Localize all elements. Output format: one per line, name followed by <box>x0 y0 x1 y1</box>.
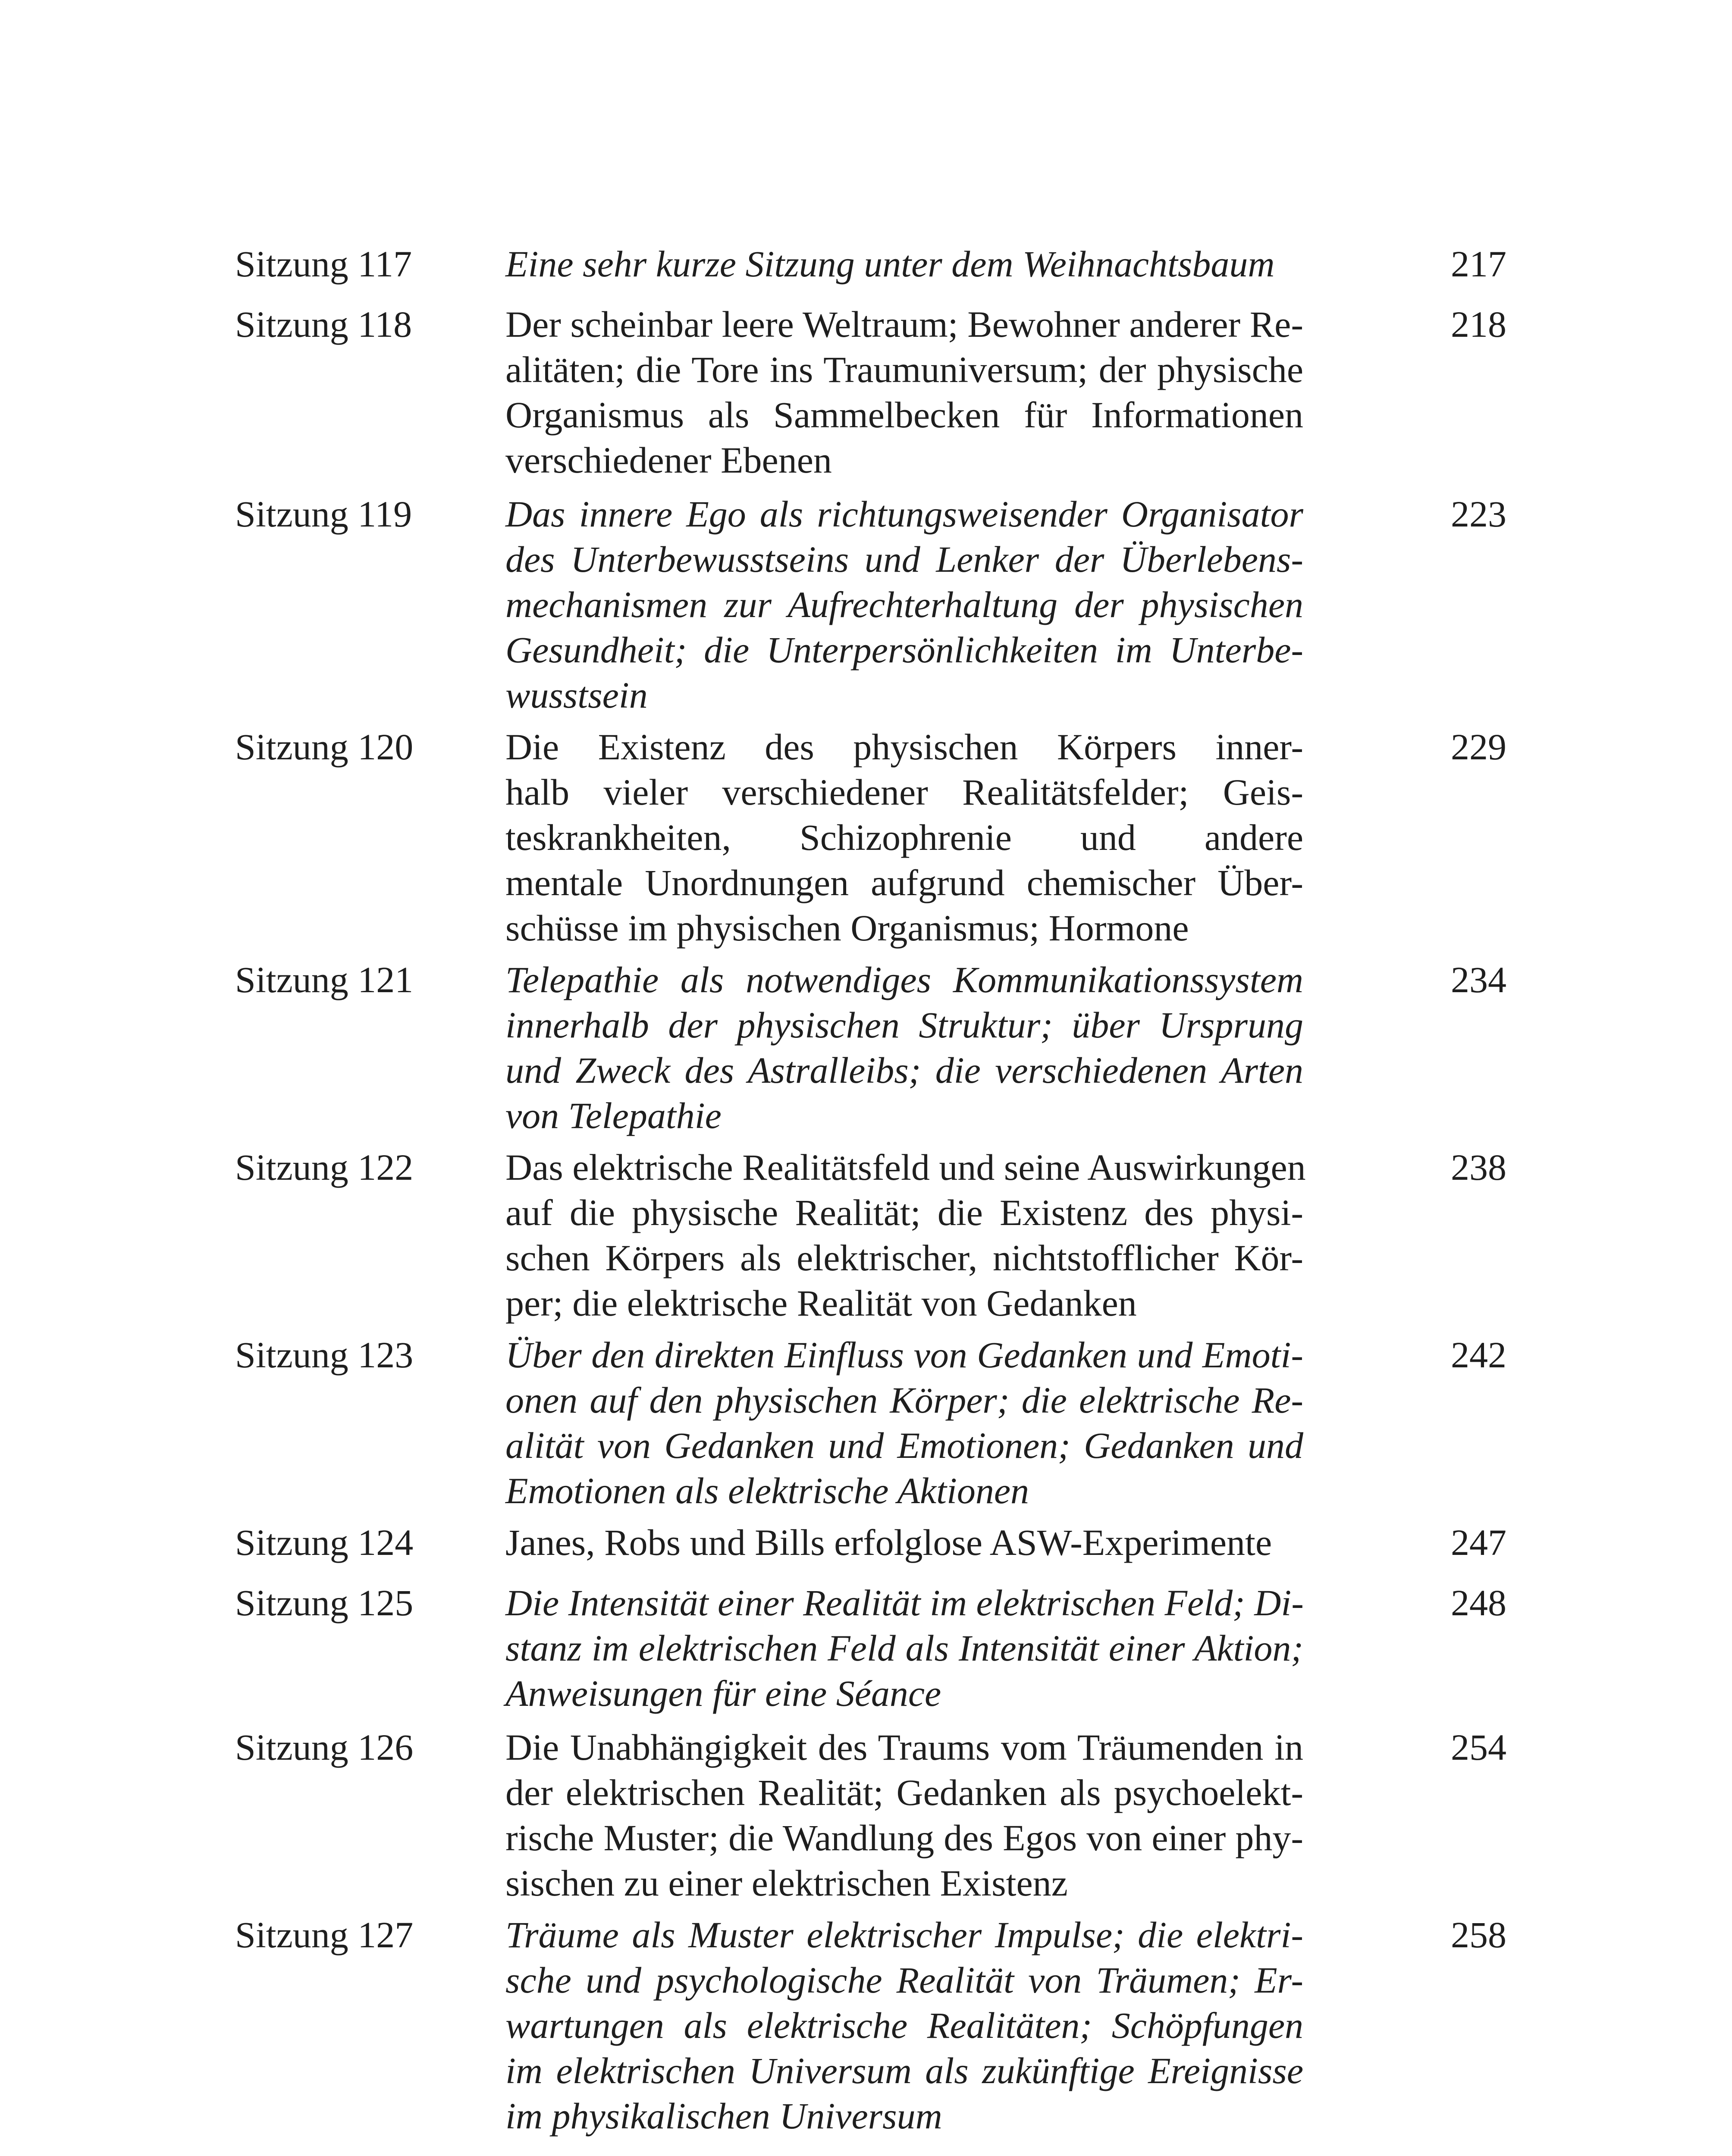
session-topic <box>505 1725 1303 1906</box>
session-topic <box>505 1912 1303 2139</box>
topic-line: mentale Unordnungen aufgrund chemischer Über- <box>505 862 1303 903</box>
session-label: Sitzung 117 <box>235 243 412 285</box>
topic-line: verschiedener Ebenen <box>505 439 832 481</box>
topic-line: Die Unabhängigkeit des Traums vom Träumenden in <box>505 1727 1303 1768</box>
topic-line: Anweisungen für eine Séance <box>505 1673 941 1714</box>
topic-line: im physikalischen Universum <box>505 2095 942 2137</box>
session-topic <box>505 241 1303 287</box>
page-number: 248 <box>1451 1582 1506 1623</box>
session-label: Sitzung 119 <box>235 493 412 535</box>
topic-line: innerhalb der physischen Struktur; über Ursprung <box>505 1004 1303 1046</box>
session-label: Sitzung 127 <box>235 1914 414 1955</box>
session-topic <box>505 1145 1306 1326</box>
page-number: 229 <box>1451 726 1506 768</box>
topic-line: und Zweck des Astralleibs; die verschiedenen Arten <box>505 1050 1303 1091</box>
page-number: 238 <box>1451 1147 1506 1188</box>
session-label: Sitzung 120 <box>235 726 414 768</box>
topic-line: mechanismen zur Aufrechterhaltung der physischen <box>505 584 1303 625</box>
topic-line: Die Intensität einer Realität im elektrischen Feld; Di- <box>505 1582 1304 1623</box>
page-number: 258 <box>1451 1914 1506 1955</box>
session-topic <box>505 492 1303 718</box>
page-number: 218 <box>1451 304 1506 345</box>
topic-line: per; die elektrische Realität von Gedanken <box>505 1282 1137 1324</box>
page-number: 242 <box>1451 1334 1506 1376</box>
page-number: 234 <box>1451 959 1506 1000</box>
session-topic <box>505 1580 1303 1716</box>
session-label: Sitzung 121 <box>235 959 414 1000</box>
session-label: Sitzung 125 <box>235 1582 414 1623</box>
session-topic <box>505 1520 1303 1565</box>
topic-line: im elektrischen Universum als zukünftige Ereignisse <box>505 2050 1303 2091</box>
topic-line: Emotionen als elektrische Aktionen <box>505 1470 1029 1511</box>
topic-line: Träume als Muster elektrischer Impulse; die elektri- <box>505 1914 1303 1955</box>
topic-line: Das innere Ego als richtungsweisender Organisator <box>505 493 1303 535</box>
session-label: Sitzung 122 <box>235 1147 414 1188</box>
session-topic <box>505 1332 1303 1514</box>
topic-line: von Telepathie <box>505 1095 722 1136</box>
topic-line: stanz im elektrischen Feld als Intensität einer Aktion; <box>505 1627 1303 1669</box>
topic-line: Janes, Robs und Bills erfolglose ASW-Experimente <box>505 1522 1272 1563</box>
session-label: Sitzung 118 <box>235 304 412 345</box>
topic-line: sche und psychologische Realität von Träumen; Er- <box>505 1959 1303 2001</box>
topic-line: Organismus als Sammelbecken für Informationen <box>505 394 1303 436</box>
session-topic <box>505 957 1303 1138</box>
session-topic <box>505 724 1303 951</box>
topic-line: des Unterbewusstseins und Lenker der Überlebens- <box>505 539 1303 580</box>
session-label: Sitzung 123 <box>235 1334 414 1376</box>
topic-line: onen auf den physischen Körper; die elektrische Re- <box>505 1379 1303 1421</box>
page-number: 217 <box>1451 243 1506 285</box>
topic-line: auf die physische Realität; die Existenz des physi- <box>505 1192 1303 1233</box>
page-number: 247 <box>1451 1522 1506 1563</box>
topic-line: Über den direkten Einfluss von Gedanken und Emoti- <box>505 1334 1303 1376</box>
topic-line: Der scheinbar leere Weltraum; Bewohner anderer Re- <box>505 304 1303 345</box>
topic-line: der elektrischen Realität; Gedanken als psychoelekt- <box>505 1772 1303 1813</box>
topic-line: sischen zu einer elektrischen Existenz <box>505 1862 1068 1904</box>
topic-line: alitäten; die Tore ins Traumuniversum; der physische <box>505 349 1303 390</box>
topic-line: wusstsein <box>505 674 648 716</box>
topic-line: schen Körpers als elektrischer, nichtstofflicher Kör- <box>505 1237 1303 1279</box>
page-number: 223 <box>1451 493 1506 535</box>
session-label: Sitzung 124 <box>235 1522 414 1563</box>
topic-line: teskrankheiten, Schizophrenie und andere <box>505 817 1303 858</box>
topic-line: Gesundheit; die Unterpersönlichkeiten im Unterbe- <box>505 629 1303 671</box>
topic-line: Eine sehr kurze Sitzung unter dem Weihnachtsbaum <box>505 243 1275 285</box>
topic-line: Die Existenz des physischen Körpers inner- <box>505 726 1303 768</box>
topic-line: alität von Gedanken und Emotionen; Gedanken und <box>505 1425 1303 1466</box>
session-topic <box>505 302 1303 483</box>
session-label: Sitzung 126 <box>235 1727 414 1768</box>
topic-line: Das elektrische Realitätsfeld und seine Auswirkungen <box>505 1147 1306 1188</box>
topic-line: Telepathie als notwendiges Kommunikationssystem <box>505 959 1303 1000</box>
topic-line: schüsse im physischen Organismus; Hormone <box>505 907 1189 949</box>
topic-line: rische Muster; die Wandlung des Egos von einer phy- <box>505 1817 1303 1858</box>
topic-line: halb vieler verschiedener Realitätsfelder; Geis- <box>505 771 1303 813</box>
topic-line: wartungen als elektrische Realitäten; Schöpfungen <box>505 2005 1303 2046</box>
page-number: 254 <box>1451 1727 1506 1768</box>
